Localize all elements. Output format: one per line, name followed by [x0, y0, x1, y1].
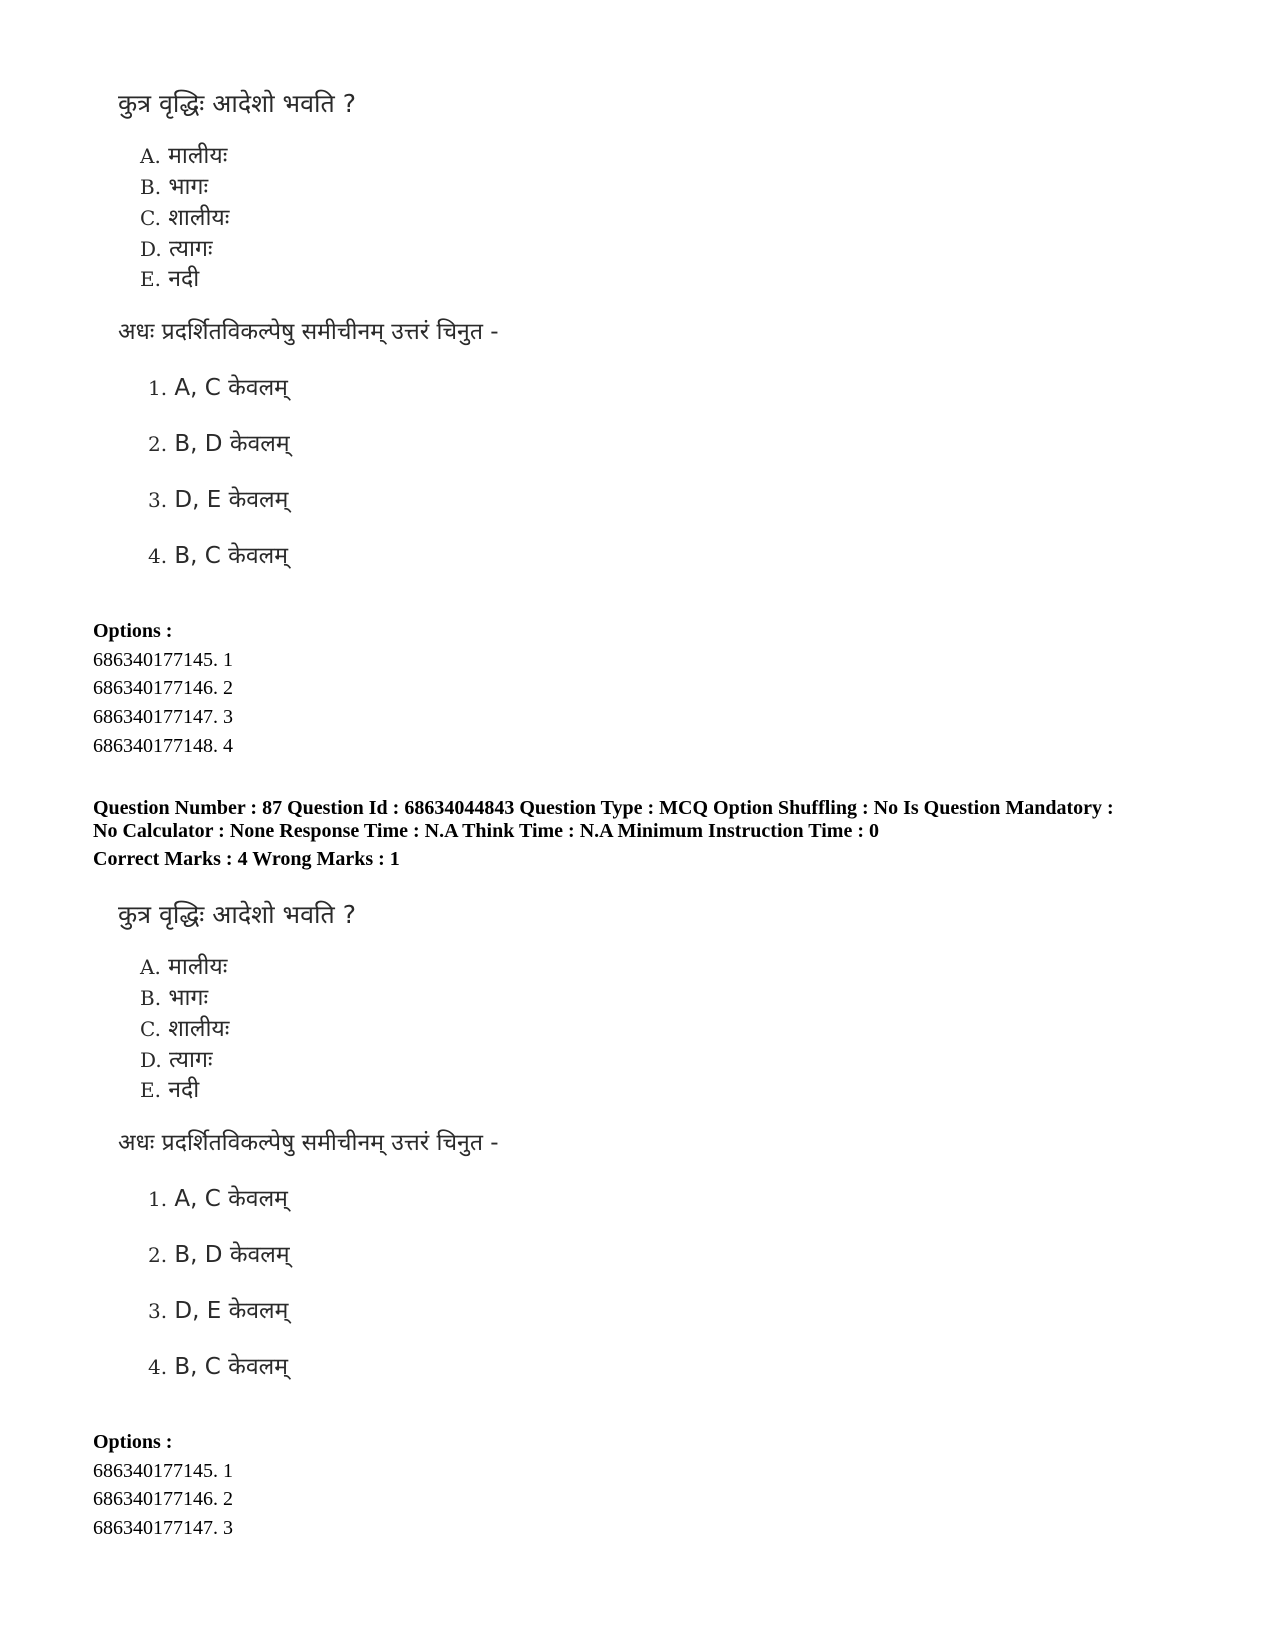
option-line: 686340177148. 4 — [93, 735, 233, 757]
question-meta-line-2: No Calculator : None Response Time : N.A Think Time : N.A Minimum Instruction Time : 0 — [93, 820, 879, 842]
question-image-1 — [118, 80, 638, 600]
statement-b: B. भागः — [140, 985, 209, 1011]
option-line: 686340177145. 1 — [93, 1460, 233, 1482]
statement-c: C. शालीयः — [140, 1016, 230, 1042]
choice-2: 2. B, D केवलम् — [148, 1242, 290, 1268]
question-meta-line-1: Question Number : 87 Question Id : 68634044843 Question Type : MCQ Option Shuffling : No Is Question Mandatory : — [93, 797, 1114, 819]
choice-4: 4. B, C केवलम् — [148, 543, 288, 569]
question-marks: Correct Marks : 4 Wrong Marks : 1 — [93, 848, 400, 870]
statement-d: D. त्यागः — [140, 1047, 213, 1073]
statement-b: B. भागः — [140, 174, 209, 200]
options-label: Options : — [93, 620, 173, 642]
statement-e: E. नदी — [140, 266, 200, 292]
option-line: 686340177147. 3 — [93, 706, 233, 728]
question-title: कुत्र वृद्धिः आदेशो भवति ? — [118, 89, 356, 118]
choice-1: 1. A, C केवलम् — [148, 375, 288, 401]
question-image-2 — [118, 891, 638, 1411]
choice-1: 1. A, C केवलम् — [148, 1186, 288, 1212]
choice-3: 3. D, E केवलम् — [148, 487, 289, 513]
question-instruction: अधः प्रदर्शितविकल्पेषु समीचीनम् उत्तरं चिनुत - — [118, 319, 499, 345]
statement-a: A. मालीयः — [140, 143, 228, 169]
statement-e: E. नदी — [140, 1077, 200, 1103]
statement-c: C. शालीयः — [140, 205, 230, 231]
statement-a: A. मालीयः — [140, 954, 228, 980]
statement-d: D. त्यागः — [140, 236, 213, 262]
question-instruction: अधः प्रदर्शितविकल्पेषु समीचीनम् उत्तरं चिनुत - — [118, 1130, 499, 1156]
option-line: 686340177147. 3 — [93, 1517, 233, 1539]
question-title: कुत्र वृद्धिः आदेशो भवति ? — [118, 900, 356, 929]
choice-3: 3. D, E केवलम् — [148, 1298, 289, 1324]
option-line: 686340177145. 1 — [93, 649, 233, 671]
choice-2: 2. B, D केवलम् — [148, 431, 290, 457]
option-line: 686340177146. 2 — [93, 1488, 233, 1510]
option-line: 686340177146. 2 — [93, 677, 233, 699]
options-label: Options : — [93, 1431, 173, 1453]
choice-4: 4. B, C केवलम् — [148, 1354, 288, 1380]
